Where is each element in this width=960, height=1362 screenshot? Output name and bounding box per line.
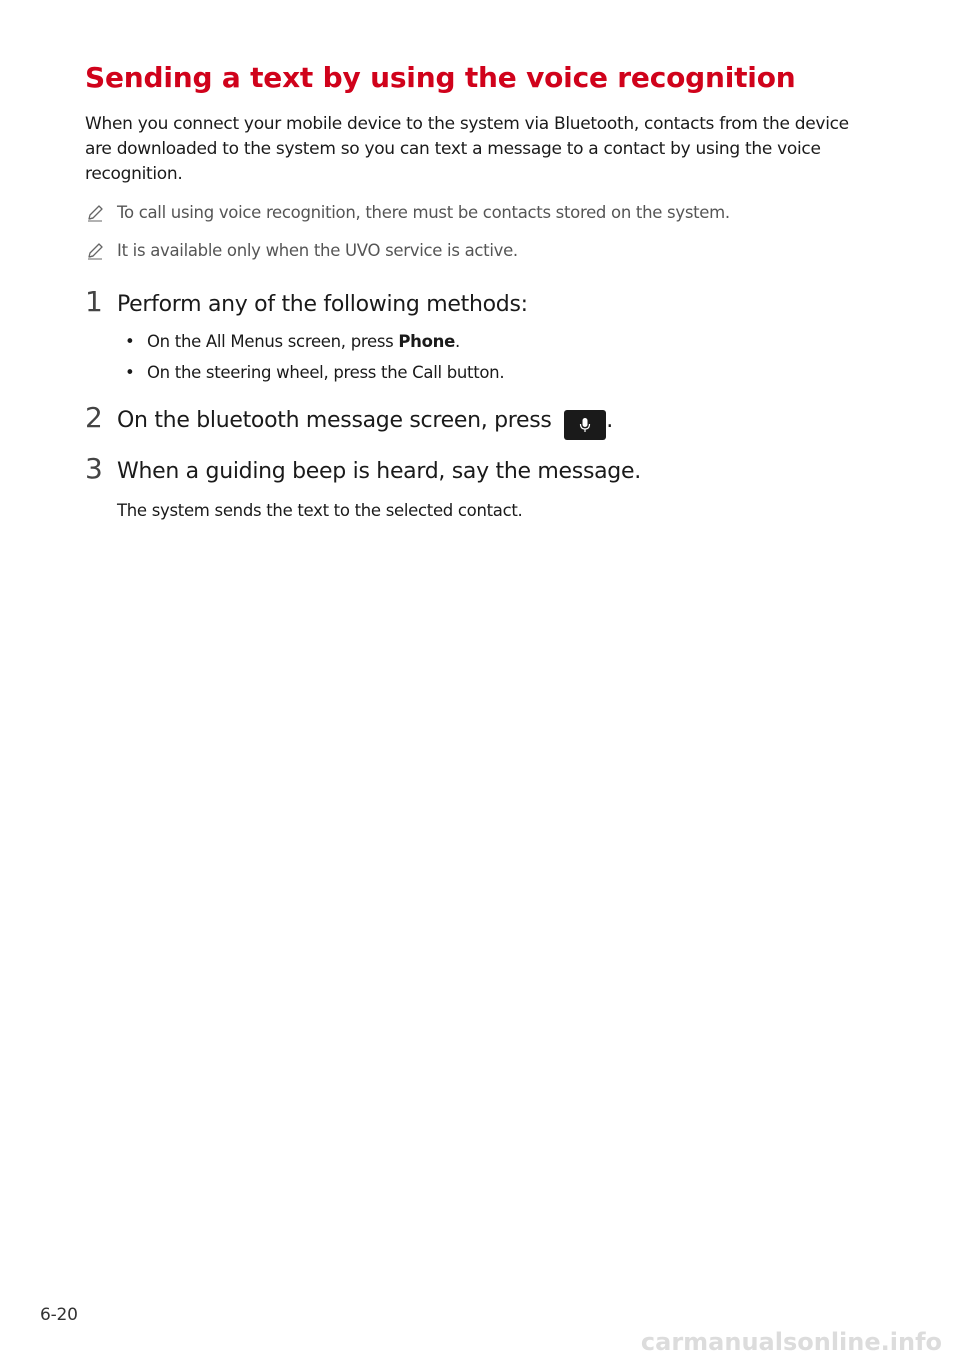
step-text: On the bluetooth message screen, press . [117, 404, 613, 440]
note-text: It is available only when the UVO service is active. [117, 241, 518, 260]
list-item: • On the steering wheel, press the Call button. [125, 361, 875, 385]
note-pencil-icon [85, 201, 117, 225]
note-text: To call using voice recognition, there must be contacts stored on the system. [117, 203, 730, 222]
step-1 [85, 285, 875, 322]
microphone-icon [564, 410, 606, 440]
page-number: 6-20 [40, 1305, 78, 1325]
section-title: Sending a text by using the voice recognition [85, 61, 796, 94]
step-text: When a guiding beep is heard, say the message. [117, 459, 641, 484]
section-intro: When you connect your mobile device to the system via Bluetooth, contacts from the device are downloaded to the system so you can text a message to a contact by using the voice recognition. [85, 114, 849, 184]
list-item: • On the All Menus screen, press Phone. [125, 330, 875, 354]
watermark: carmanualsonline.info [640, 1328, 942, 1356]
step-number: 2 [85, 401, 103, 434]
step-1-bullets [125, 330, 875, 385]
step-3-description: The system sends the text to the selected contact. [117, 501, 523, 520]
step-text: Perform any of the following methods: [117, 292, 528, 317]
bullet-dot-icon: • [125, 332, 135, 351]
note-pencil-icon [85, 239, 117, 263]
step-number: 3 [85, 452, 103, 485]
manual-page [85, 56, 875, 523]
bullet-dot-icon: • [125, 363, 135, 382]
note-2 [85, 239, 875, 263]
step-2 [85, 401, 875, 440]
step-number: 1 [85, 285, 103, 318]
note-1 [85, 201, 875, 225]
step-3 [85, 452, 875, 489]
